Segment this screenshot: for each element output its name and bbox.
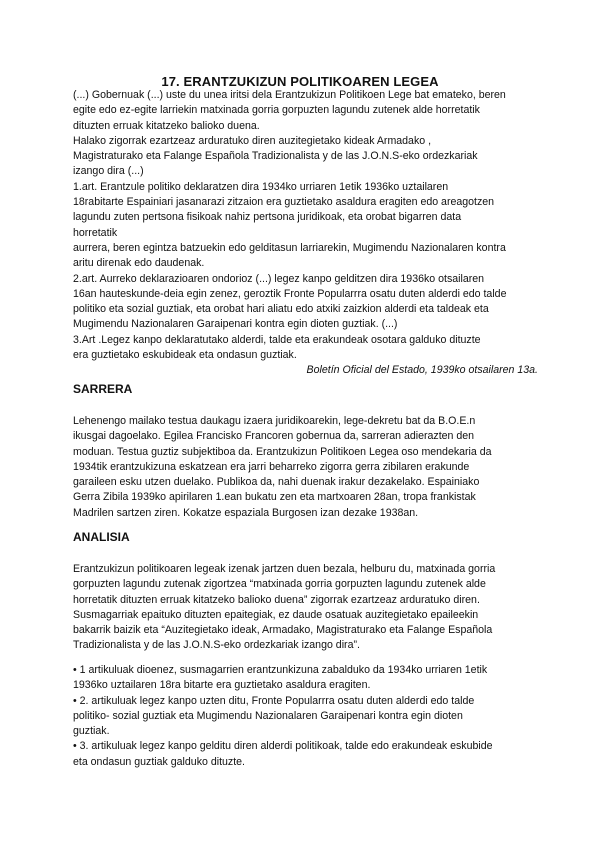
quote-line: (...) Gobernuak (...) uste du unea iritsi dela Erantzukizun Politikoen Lege bat emateko, beren [73, 89, 506, 101]
sarrera-line: moduan. Testua guztiz subjektiboa da. Erantzukizun Politikoen Legea oso mendekaria da [73, 445, 492, 458]
bullet-line: • 2. artikuluak legez kanpo uzten ditu, Fronte Popularrra osatu duten alderdi edo talde [73, 694, 475, 707]
quote-line: Magistraturako eta Falange Española Tradizionalista y de las J.O.N.S-eko ordezkariak [73, 150, 478, 163]
analisia-line: Tradizionalista y de las J.O.N.S-eko ordezkariak izango dira”. [73, 639, 360, 652]
quote-line: aurrera, beren egintza batzuekin edo gelditasun larriarekin, Mugimendu Nazionalaren kontra [73, 241, 506, 254]
bullet-line: eta ondasun guztiak galduko dituzte. [73, 755, 245, 768]
sarrera-line: ikusgai dagoelako. Egilea Francisko Francoren gobernua da, sarreran adierazten den [73, 430, 475, 443]
sarrera-heading: SARRERA [73, 382, 133, 396]
quote-line: 18rabitarte Espainiari jasanarazi zitzaion era guztietako asaldura eragiten edo areagotzen [73, 196, 495, 209]
bullet-line: • 3. artikuluak legez kanpo gelditu diren alderdi politikoak, talde edo erakundeak eskubide [73, 740, 493, 753]
sarrera-line: garaileen esku utzen duelako. Publikoa da, nahi duenak irakur dezakelako. Espainiako [73, 476, 480, 489]
bullet-line: guztiak. [73, 725, 110, 738]
sarrera-line: Lehenengo mailako testua daukagu izaera juridikoarekin, lege-dekretu bat da B.O.E.n [73, 415, 476, 427]
quote-line: era guztietako eskubideak eta ondasun guztiak. [73, 349, 297, 362]
analisia-line: horretatik dituzten erruak kitatzeko balioko duena” zigorrak ezartzeaz arduratuko diren. [73, 593, 480, 606]
quote-line: izango dira (...) [73, 165, 144, 178]
quote-line: 3.Art .Legez kanpo deklaratutako alderdi, talde eta erakundeak osotara galduko dituzte [73, 333, 481, 346]
quote-line: Halako zigorrak ezartzeaz arduratuko diren auzitegietako kideak Armadako , [73, 134, 432, 147]
sarrera-line: Madrilen sartzen ziren. Kokatze espaziala Burgosen izan dezake 1938an. [73, 506, 419, 519]
quote-line: dituzten erruak kitatzeko balioko duena. [73, 119, 260, 132]
sarrera-body [73, 414, 538, 521]
bullet-line: 1936ko uztailaren 18ra bitarte era guztietako asaldura eragiten. [73, 679, 371, 692]
quote-block [73, 88, 538, 379]
analisia-heading: ANALISIA [73, 530, 130, 544]
quote-line: lagundu zuten pertsona fisikoak nahiz pertsona juridikoak, eta orobat bigarren data [73, 211, 462, 224]
quote-line: egite edo ez-egite larriekin matxinada gorria gorpuzten lagundu zutenek alde horretatik [73, 104, 480, 117]
sarrera-line: Gerra Zibila 1939ko apirilaren 1.ean bukatu zen eta martxoaren 28an, tropa frankistak [73, 491, 476, 504]
analisia-line: gorpuzten lagundu zutenak zigortzea “matxinada gorria gorpuzten lagundu zutenek alde [73, 578, 486, 591]
quote-line: politiko eta sozial guztiak, eta orobat hari aliatu edo atxiki zaizkion alderdi eta taldeak eta [73, 303, 489, 316]
quote-line: aritu direnak edo daudenak. [73, 257, 205, 270]
quote-source: Boletín Oficial del Estado, 1939ko otsailaren 13a. [306, 364, 538, 377]
analisia-line: bakarrik baizik eta “Auzitegietako ideak, Armadako, Magistraturako eta Falange Española [73, 624, 493, 637]
analisia-bullets [73, 663, 538, 770]
quote-line: horretatik [73, 226, 118, 239]
quote-line: 1.art. Erantzule politiko deklaratzen dira 1934ko urriaren 1etik 1936ko uztailaren [73, 180, 449, 193]
page-title: 17. ERANTZUKIZUN POLITIKOAREN LEGEA [161, 74, 439, 89]
quote-line: Mugimendu Nazionalaren Garaipenari kontra egin dioten guztiak. (...) [73, 318, 398, 331]
analisia-line: Susmagarriak epaituko dituzten epaitegiak, ez daude osatuak auzitegietako epaileekin [73, 608, 479, 621]
analisia-line: Erantzukizun politikoaren legeak izenak jartzen duen bezala, helburu du, matxinada gorria [73, 563, 496, 575]
quote-line: 16an hauteskunde-deia egin zenez, geroztik Fronte Popularrra osatu duten alderdi edo talde [73, 287, 507, 300]
analisia-body [73, 562, 538, 654]
quote-line: 2.art. Aurreko deklarazioaren ondorioz (...) legez kanpo gelditzen dira 1936ko otsailaren [73, 272, 485, 285]
bullet-line: • 1 artikuluak dioenez, susmagarrien erantzunkizuna zabalduko da 1934ko urriaren 1etik [73, 664, 488, 676]
sarrera-line: 1934tik erantzukizuna eskatzean era jarri beharreko zigorra gerra zibilaren erakunde [73, 460, 470, 473]
bullet-line: politiko- sozial guztiak eta Mugimendu Nazionalaren Garaipenari kontra egin dioten [73, 709, 463, 722]
